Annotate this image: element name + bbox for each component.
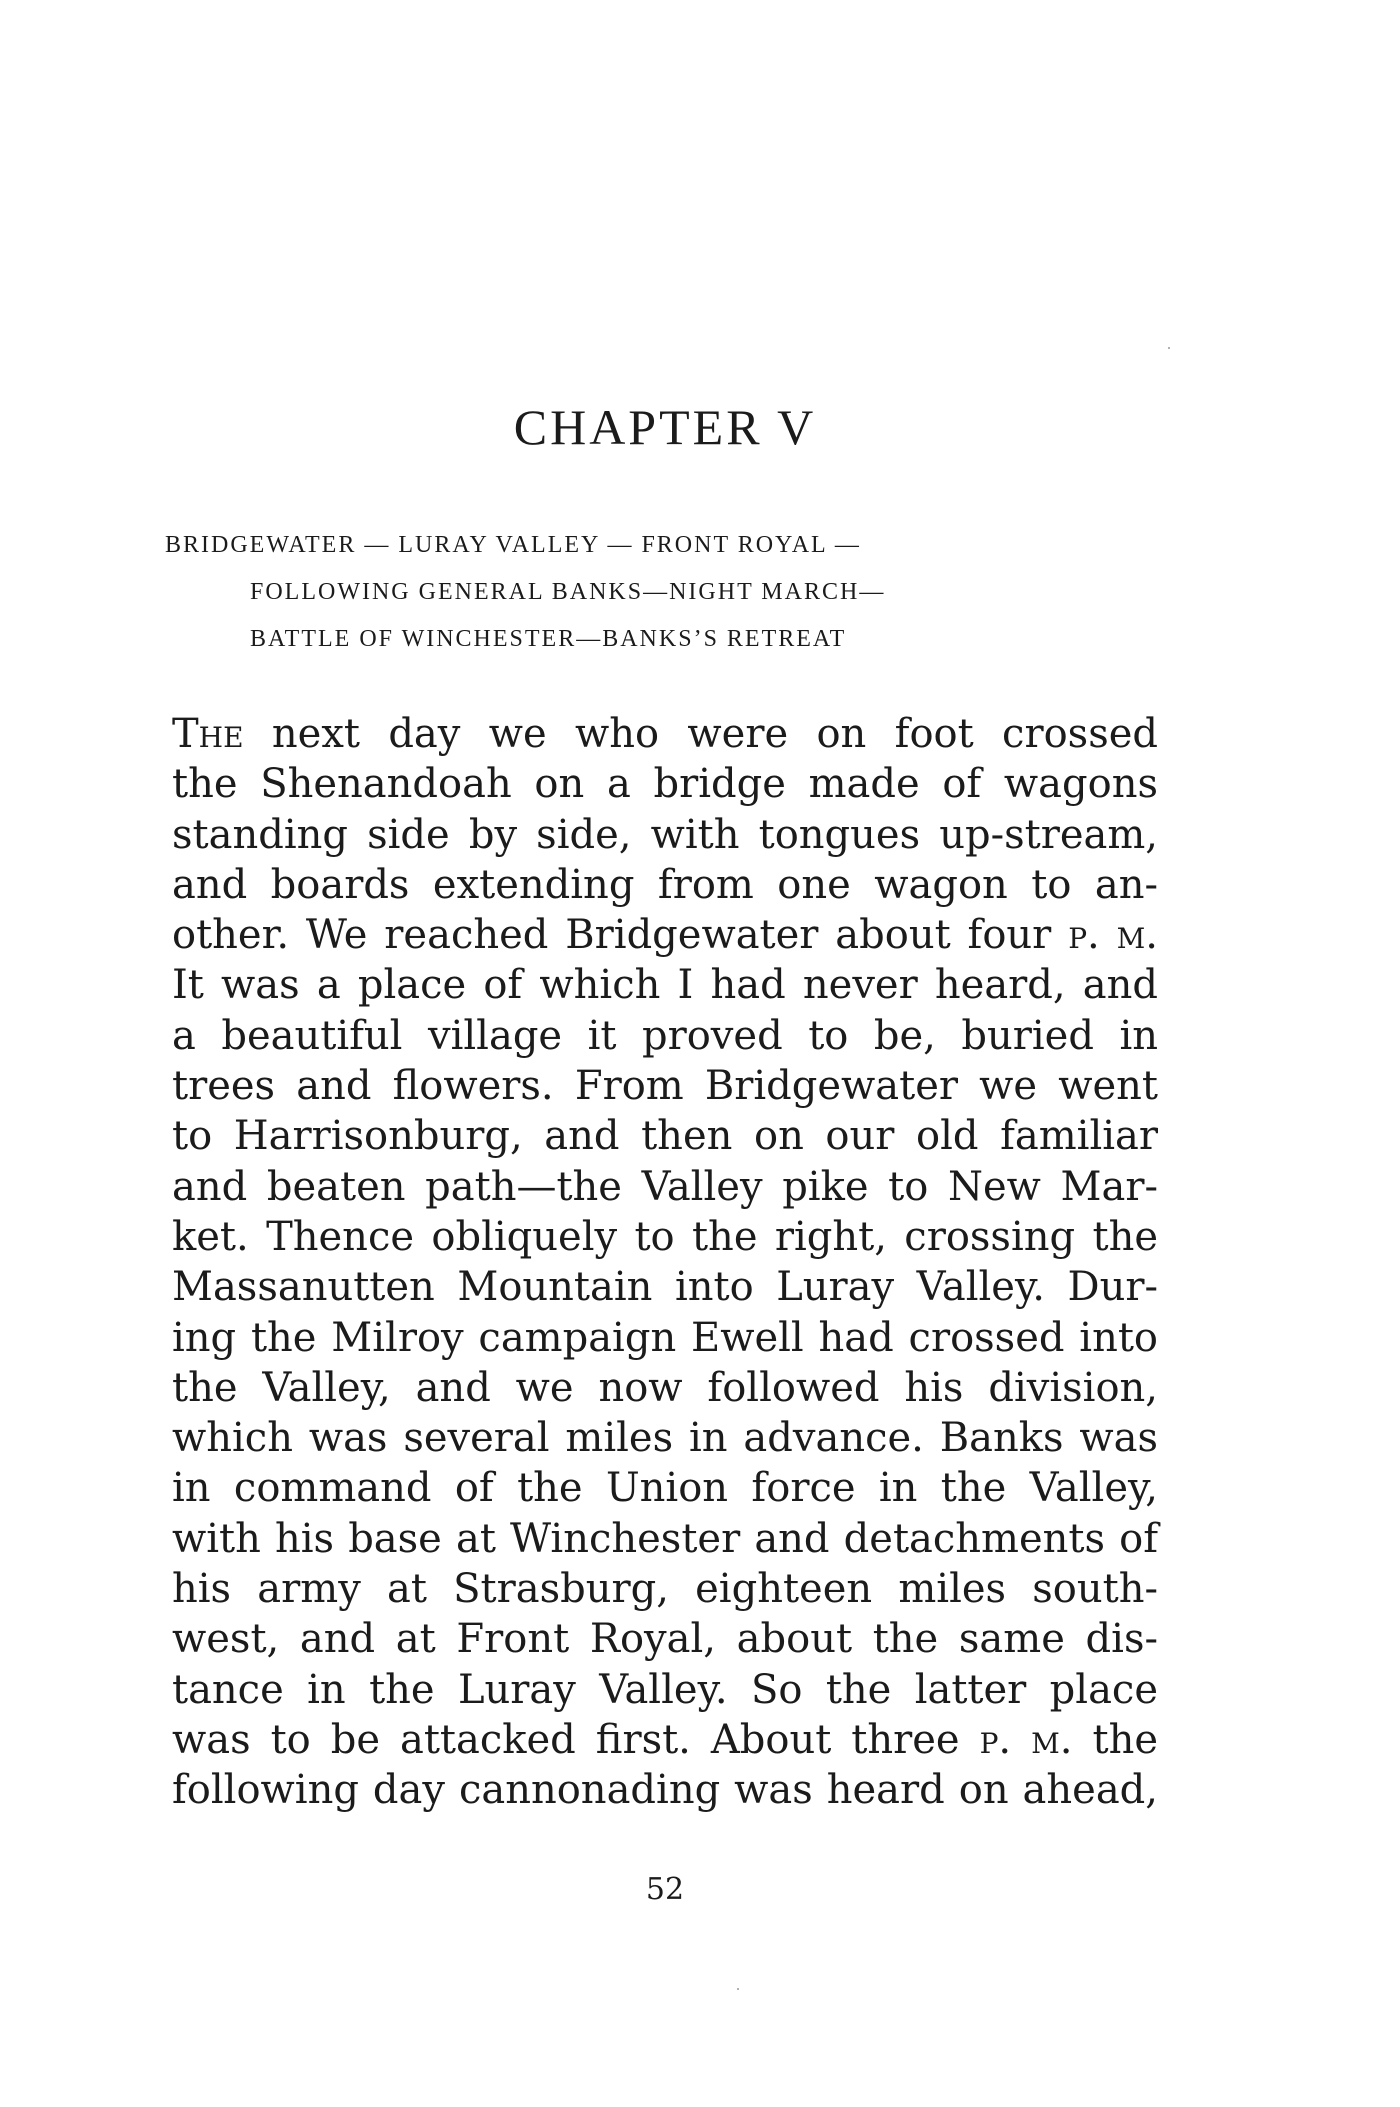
page-number: 52 — [645, 1872, 685, 1907]
body-line: Massanutten Mountain into Luray Valley. Dur- — [172, 1264, 1158, 1311]
body-line: his army at Strasburg, eighteen miles south- — [172, 1566, 1158, 1613]
body-line: other. We reached Bridgewater about four p. m. — [172, 912, 1159, 959]
chapter-title: CHAPTER V — [513, 399, 817, 455]
body-line: a beautiful village it proved to be, buried in — [172, 1012, 1158, 1059]
body-line: west, and at Front Royal, about the same dis- — [172, 1616, 1158, 1663]
body-paragraph — [172, 709, 1158, 1816]
opening-word: The — [172, 711, 244, 757]
body-line: following day cannonading was heard on ahead, — [172, 1767, 1158, 1814]
chapter-summary-line: FOLLOWING GENERAL BANKS—NIGHT MARCH— — [250, 579, 886, 605]
body-line: and boards extending from one wagon to an- — [172, 861, 1158, 908]
time-abbreviation: p. m. — [979, 1716, 1073, 1763]
body-line: It was a place of which I had never heard, and — [172, 962, 1158, 1009]
body-line: was to be attacked first. About three p. m. the — [172, 1716, 1158, 1763]
body-line: the Valley, and we now followed his division, — [172, 1364, 1158, 1411]
body-line: standing side by side, with tongues up-stream, — [172, 811, 1158, 858]
body-line: to Harrisonburg, and then on our old familiar — [172, 1113, 1158, 1160]
body-line: ket. Thence obliquely to the right, crossing the — [172, 1213, 1158, 1260]
body-line: with his base at Winchester and detachments of — [172, 1515, 1158, 1562]
body-line: in command of the Union force in the Valley, — [172, 1465, 1158, 1512]
scan-speck — [1168, 347, 1170, 349]
chapter-summary-line: BRIDGEWATER — LURAY VALLEY — FRONT ROYAL — — [165, 532, 861, 558]
body-line: The next day we who were on foot crossed — [172, 711, 1158, 757]
body-line: ing the Milroy campaign Ewell had crossed into — [172, 1314, 1158, 1361]
body-line: which was several miles in advance. Banks was — [172, 1415, 1158, 1462]
body-line: trees and flowers. From Bridgewater we went — [172, 1063, 1158, 1110]
chapter-summary-line: BATTLE OF WINCHESTER—BANKS’S RETREAT — [250, 626, 847, 652]
scan-speck — [737, 1988, 739, 1990]
time-abbreviation: p. m. — [1068, 912, 1159, 959]
body-line: the Shenandoah on a bridge made of wagons — [172, 761, 1158, 808]
chapter-summary — [165, 522, 1165, 663]
body-line: tance in the Luray Valley. So the latter place — [172, 1666, 1158, 1713]
body-line: and beaten path—the Valley pike to New Mar- — [172, 1163, 1158, 1210]
